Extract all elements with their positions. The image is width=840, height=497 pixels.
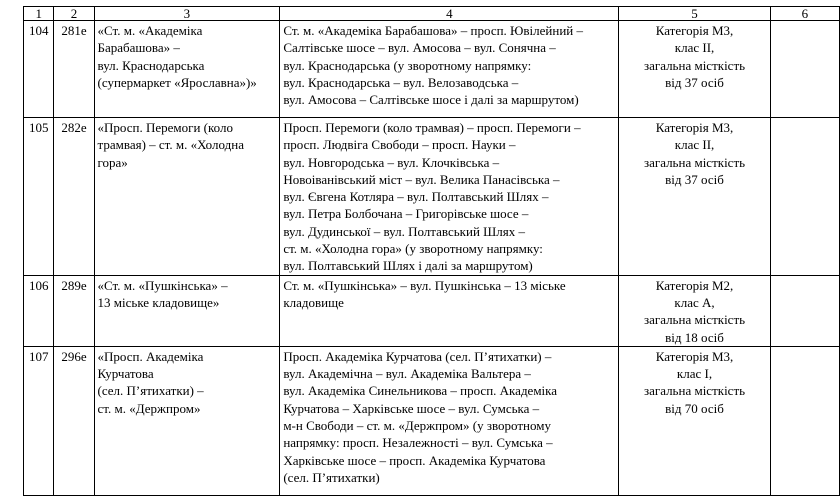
route-name-line: 13 міське кладовище» (97, 294, 220, 310)
vehicle-category-line: загальна місткість (643, 154, 746, 170)
vehicle-category-line: загальна місткість (643, 383, 746, 399)
header-cell-6: 6 (770, 7, 839, 21)
route-path-line: просп. Людвіга Свободи – просп. Науки – (283, 137, 516, 153)
vehicle-category-line: від 37 осіб (665, 74, 724, 90)
route-path (280, 21, 619, 118)
route-path-line: вул. Академічна – вул. Академіка Вальтера – (283, 366, 531, 382)
route-path-line: Салтівське шосе – вул. Амосова – вул. Сонячна – (283, 40, 556, 56)
header-cell-2: 2 (54, 7, 94, 21)
route-path-line: Новоіванівський міст – вул. Велика Панасівська – (283, 171, 560, 187)
row-number: 107 (24, 346, 54, 495)
vehicle-category-line: Категорія М3, (655, 348, 734, 364)
route-name-line: «Просп. Перемоги (коло (97, 120, 233, 135)
note-cell (770, 275, 839, 346)
header-cell-1: 1 (24, 7, 54, 21)
route-name-line: «Ст. м. «Академіка (97, 23, 203, 38)
route-path (280, 118, 619, 276)
vehicle-category-line: загальна місткість (643, 57, 746, 73)
table-row (24, 118, 840, 276)
route-name-line: Курчатова (97, 366, 154, 382)
route-number: 289е (54, 275, 94, 346)
vehicle-category-line: загальна місткість (643, 312, 746, 328)
route-path-line: вул. Євгена Котляра – вул. Полтавський Шлях – (283, 189, 549, 205)
header-row (24, 7, 840, 21)
route-path-line: Харківське шосе – просп. Академіка Курчатова (283, 452, 546, 468)
vehicle-category (619, 275, 770, 346)
route-path-line: Ст. м. «Пушкінська» – вул. Пушкінська – 13 міське (283, 277, 566, 293)
table-row (24, 346, 840, 495)
vehicle-category-line: клас А, (674, 294, 715, 310)
row-number: 105 (24, 118, 54, 276)
route-number: 281е (54, 21, 94, 118)
route-path-line: вул. Новгородська – вул. Клочківська – (283, 154, 500, 170)
route-path-line: вул. Петра Болбочана – Григорівське шосе – (283, 206, 529, 222)
route-name-line: «Просп. Академіка (97, 348, 204, 364)
route-name-line: ст. м. «Держпром» (97, 400, 201, 416)
vehicle-category-line: від 70 осіб (665, 400, 724, 416)
row-number: 104 (24, 21, 54, 118)
header-cell-5: 5 (619, 7, 770, 21)
vehicle-category-line: Категорія М2, (655, 277, 734, 293)
route-name-line: гора» (97, 154, 128, 170)
vehicle-category (619, 346, 770, 495)
route-path-line: (сел. П’ятихатки) (283, 469, 380, 485)
route-number: 282е (54, 118, 94, 276)
route-path-line: вул. Краснодарська – вул. Велозаводська – (283, 74, 519, 90)
table-row (24, 275, 840, 346)
route-path-line: Просп. Академіка Курчатова (сел. П’ятихатки) – (283, 348, 552, 364)
route-name-line: вул. Краснодарська (97, 57, 205, 73)
route-name-line: трамвая) – ст. м. «Холодна (97, 137, 244, 153)
header-cell-3: 3 (94, 7, 280, 21)
vehicle-category-line: від 37 осіб (665, 171, 724, 187)
route-name (94, 21, 280, 118)
route-path-line: Просп. Перемоги (коло трамвая) – просп. Перемоги – (283, 120, 581, 135)
row-number: 106 (24, 275, 54, 346)
route-path-line: кладовище (283, 294, 344, 310)
route-name-line: «Ст. м. «Пушкінська» – (97, 277, 228, 293)
route-name-line: (супермаркет «Ярославна»)» (97, 74, 257, 90)
route-path-line: вул. Краснодарська (у зворотному напрямку: (283, 57, 532, 73)
vehicle-category-line: від 18 осіб (665, 329, 724, 345)
table-row (24, 21, 840, 118)
note-cell (770, 21, 839, 118)
vehicle-category (619, 21, 770, 118)
route-name-line: Барабашова» – (97, 40, 180, 56)
route-path-line: вул. Полтавський Шлях і далі за маршрутом) (283, 258, 533, 274)
route-path (280, 275, 619, 346)
route-path-line: Ст. м. «Академіка Барабашова» – просп. Ювілейний – (283, 23, 583, 38)
route-path-line: ст. м. «Холодна гора» (у зворотному напрямку: (283, 241, 543, 257)
route-path-line: вул. Академіка Синельникова – просп. Академіка (283, 383, 558, 399)
route-name-line: (сел. П’ятихатки) – (97, 383, 204, 399)
note-cell (770, 346, 839, 495)
route-path-line: напрямку: просп. Незалежності – вул. Сумська – (283, 435, 553, 451)
vehicle-category-line: клас II, (674, 137, 715, 153)
route-path-line: м-н Свободи – ст. м. «Держпром» (у зворотному (283, 418, 551, 434)
vehicle-category-line: клас I, (676, 366, 713, 382)
routes-table (23, 6, 840, 496)
vehicle-category-line: клас II, (674, 40, 715, 56)
route-path-line: вул. Дудинської – вул. Полтавський Шлях – (283, 223, 525, 239)
note-cell (770, 118, 839, 276)
route-path-line: вул. Амосова – Салтівське шосе і далі за маршрутом) (283, 92, 579, 108)
header-cell-4: 4 (280, 7, 619, 21)
route-name (94, 346, 280, 495)
vehicle-category-line: Категорія М3, (655, 23, 734, 38)
route-path (280, 346, 619, 495)
vehicle-category-line: Категорія М3, (655, 120, 734, 135)
vehicle-category (619, 118, 770, 276)
route-number: 296е (54, 346, 94, 495)
route-path-line: Курчатова – Харківське шосе – вул. Сумська – (283, 400, 540, 416)
route-name (94, 118, 280, 276)
route-name (94, 275, 280, 346)
